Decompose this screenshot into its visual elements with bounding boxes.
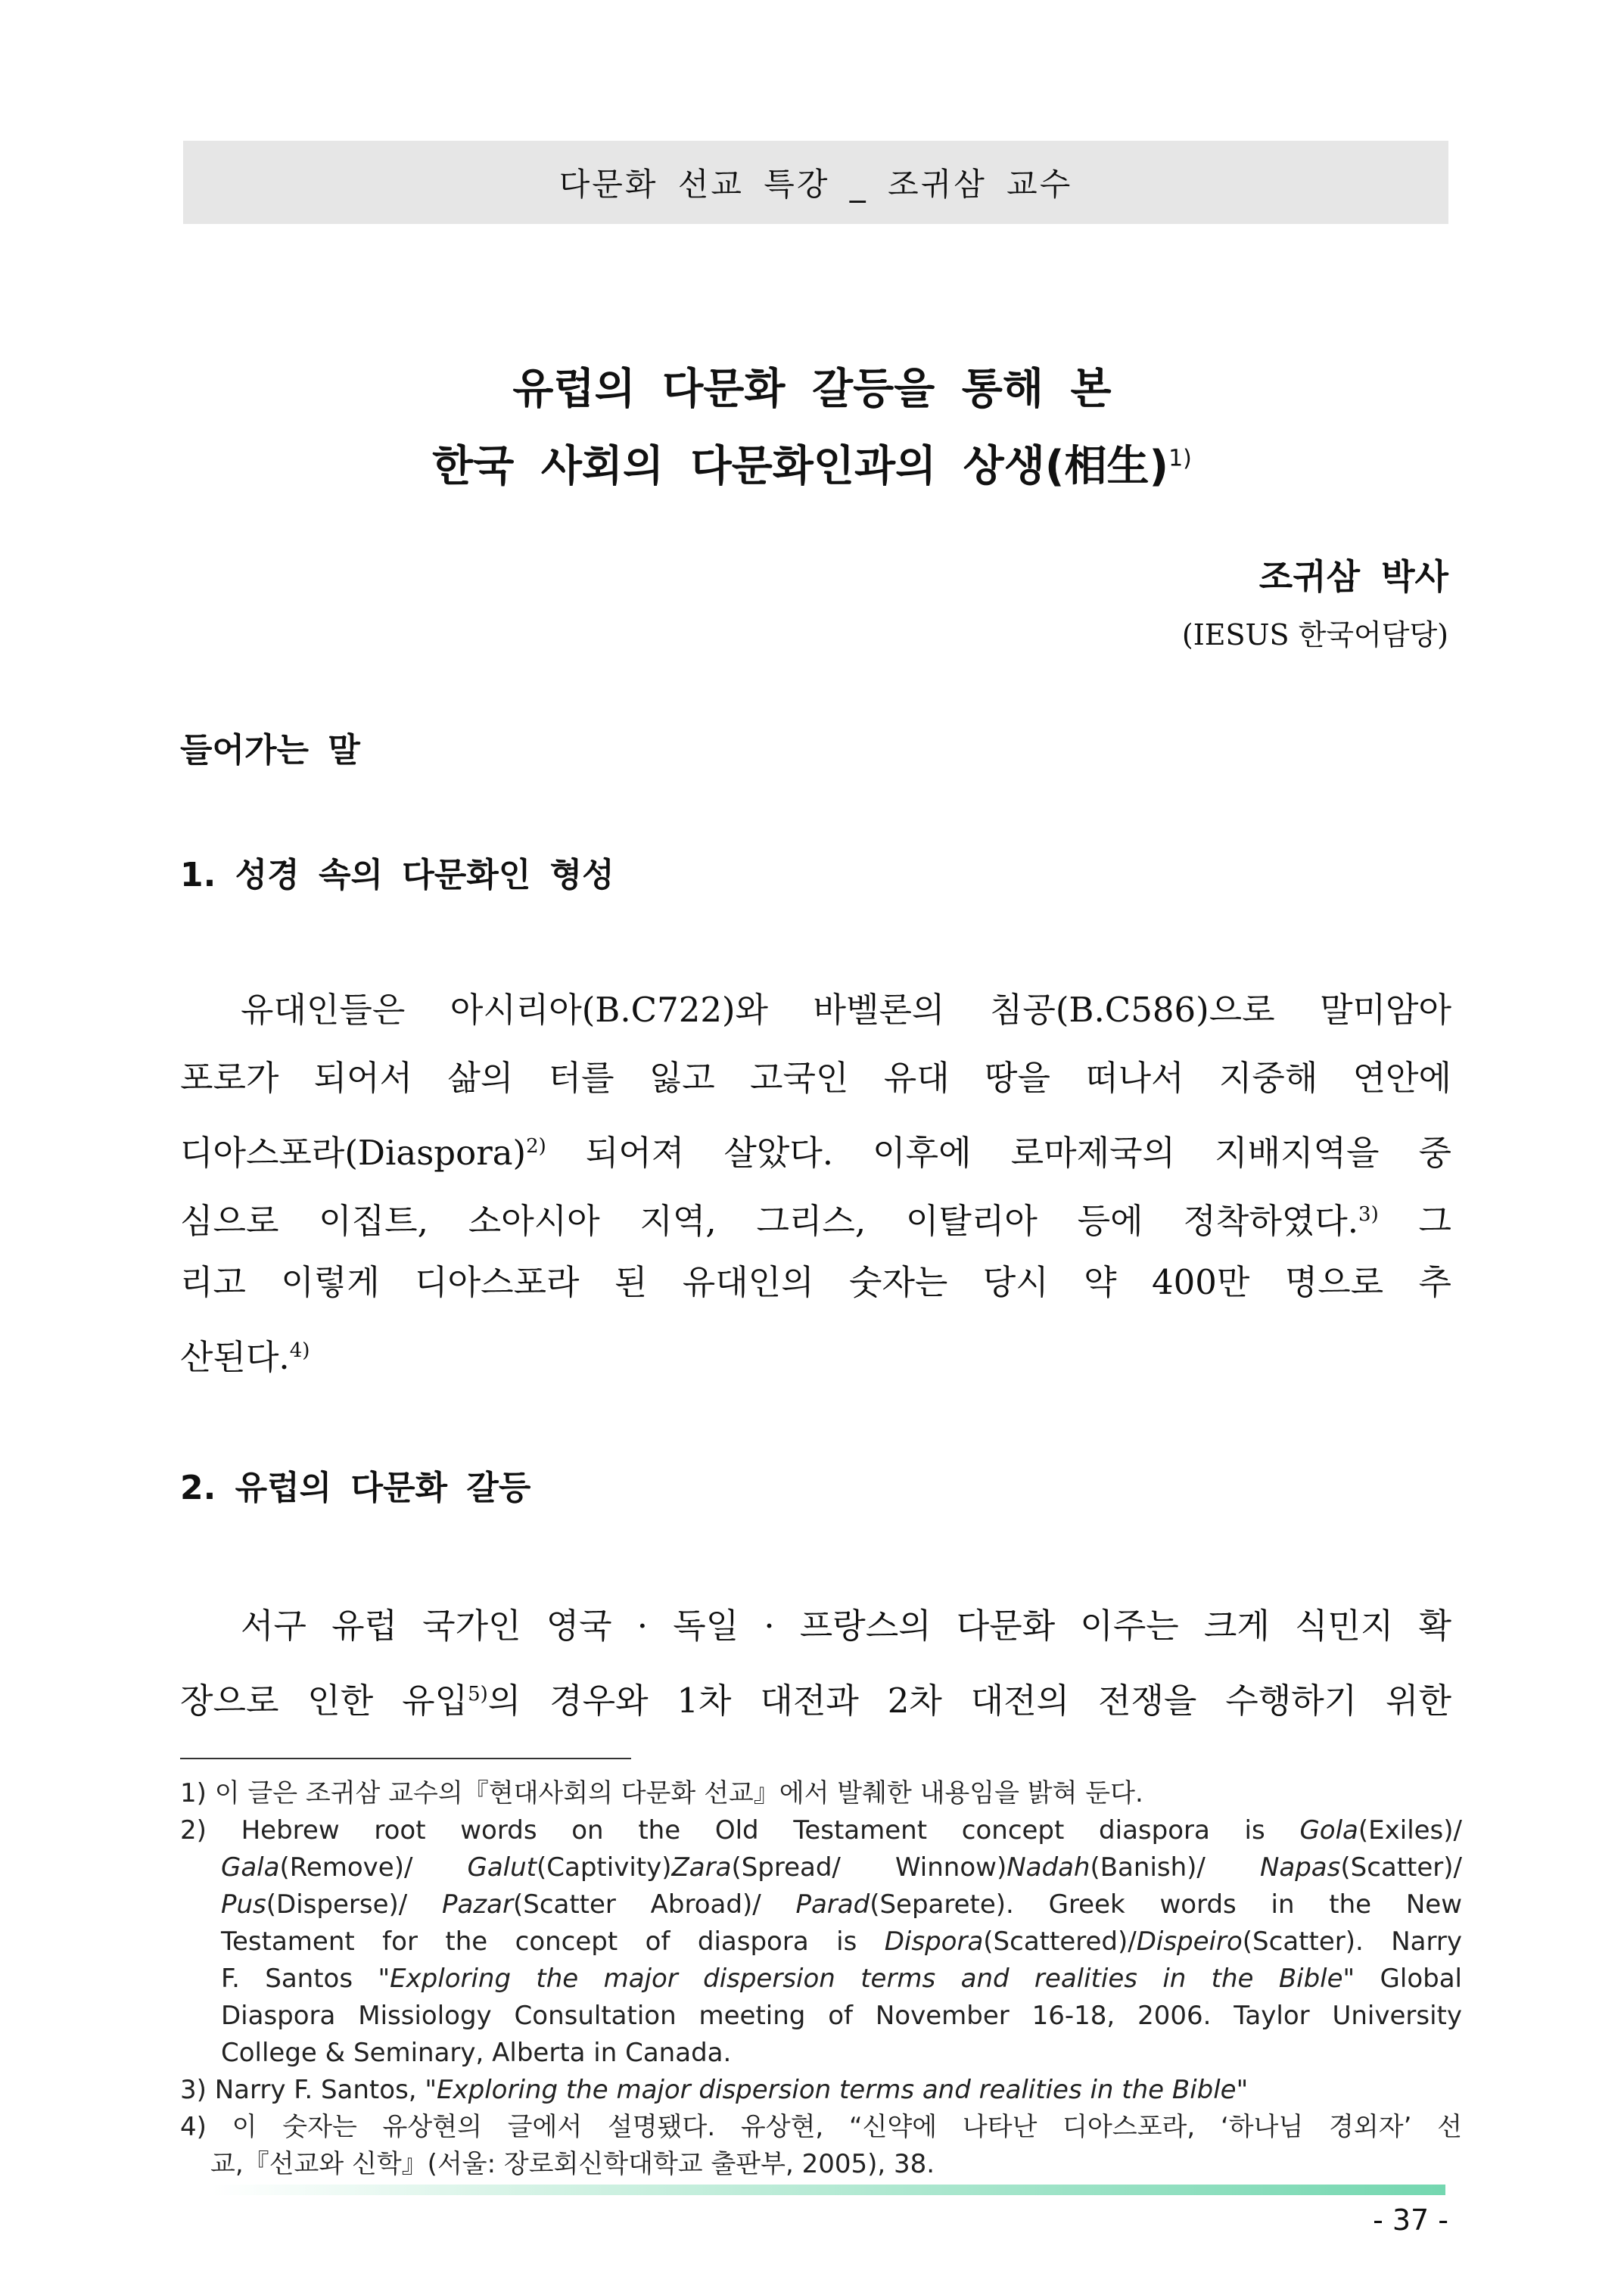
footnote-term: Parad [795, 1889, 870, 1920]
footnote-ref-4[interactable]: 4) [289, 1339, 310, 1362]
footnote-2-line [221, 1849, 1462, 1886]
paragraph-1-line: 유대인들은 아시리아(B.C722)와 바벨론의 침공(B.C586)으로 말미암아 [241, 990, 1451, 1030]
footnote-1: 1) 이 글은 조귀삼 교수의『현대사회의 다문화 선교』에서 발췌한 내용임을 밝혀 둔다. [180, 1778, 1143, 1808]
paragraph-1-line [180, 1112, 1451, 1180]
page-number: - 37 - [1373, 2203, 1448, 2237]
footnote-text: (Banish)/ [1090, 1852, 1260, 1883]
heading-section-2: 2. 유럽의 다문화 갈등 [180, 1469, 531, 1507]
footnote-cited-title: "Exploring the major dispersion terms and realities in the Bible" [425, 2075, 1249, 2105]
footnote-2-line: College & Seminary, Alberta in Canada. [221, 2038, 732, 2068]
footnote-text: Global [1355, 1964, 1462, 1994]
footnote-text: (Scatter Abroad)/ [512, 1889, 796, 1920]
footnote-term: Dispora [884, 1926, 984, 1957]
footnote-4-line: 4) 이 숫자는 유상현의 글에서 설명됐다. 유상현, “신약에 나타난 디아스포라, ‘하나님 경외자’ 선 [180, 2112, 1462, 2142]
paragraph-2-line [180, 1660, 1451, 1728]
footnote-text: (Scattered)/ [983, 1926, 1137, 1957]
paragraph-1-line: 포로가 되어서 삶의 터를 잃고 고국인 유대 땅을 떠나서 지중해 연안에 [180, 1058, 1451, 1098]
footnote-term: Galut [467, 1852, 537, 1883]
footnote-term: Gala [221, 1852, 280, 1883]
footnote-term: Pus [221, 1889, 266, 1920]
author-affiliation: (IESUS 한국어담당) [1181, 618, 1448, 651]
footnote-text: F. Santos [221, 1964, 378, 1994]
footnote-ref-2[interactable]: 2) [526, 1135, 546, 1158]
title-line-2-text: 한국 사회의 다문화인과의 상생(相生) [432, 442, 1169, 491]
paragraph-1-text: 심으로 이집트, 소아시아 지역, 그리스, 이탈리아 등에 정착하였다. [180, 1201, 1359, 1241]
paragraph-2-text: 의 경우와 1차 대전과 2차 대전의 전쟁을 수행하기 위한 [487, 1681, 1451, 1721]
footnote-text: (Scatter). Narry [1242, 1926, 1462, 1957]
title-footnote-ref[interactable]: 1) [1168, 445, 1192, 472]
title-line-2 [0, 433, 1624, 493]
paragraph-1-text: 산된다. [180, 1337, 290, 1377]
footnote-term: Pazar [441, 1889, 513, 1920]
paragraph-2-text: 장으로 인한 유입 [180, 1681, 468, 1721]
footnote-2-line [221, 1923, 1462, 1961]
footnote-3 [180, 2072, 1462, 2109]
running-header-text: 다문화 선교 특강 _ 조귀삼 교수 [558, 166, 1073, 203]
footnote-text: Testament for the concept of diaspora is [221, 1926, 885, 1957]
footnote-ref-3[interactable]: 3) [1358, 1203, 1379, 1226]
running-header [183, 141, 1448, 224]
footnote-ref-5[interactable]: 5) [468, 1683, 488, 1706]
footer-accent-bar [212, 2185, 1445, 2195]
author-name: 조귀삼 박사 [1258, 556, 1448, 597]
footnote-text: 2) Hebrew root words on the Old Testament concept diaspora is [180, 1815, 1300, 1846]
footnote-text: (Separete). Greek words in the New [870, 1889, 1462, 1920]
heading-section-1: 1. 성경 속의 다문화인 형성 [180, 856, 614, 894]
footnote-text: (Disperse)/ [266, 1889, 442, 1920]
paragraph-2-line: 서구 유럽 국가인 영국 · 독일 · 프랑스의 다문화 이주는 크게 식민지 확 [241, 1606, 1451, 1646]
paragraph-1-text: 디아스포라(Diaspora) [180, 1133, 527, 1173]
paragraph-1-line: 리고 이렇게 디아스포라 된 유대인의 숫자는 당시 약 400만 명으로 추 [180, 1262, 1451, 1302]
footnote-term: Nadah [1006, 1852, 1090, 1883]
title-line-1: 유럽의 다문화 갈등을 통해 본 [512, 365, 1112, 414]
footnote-term: Gola [1299, 1815, 1358, 1846]
footnote-2-line [180, 1812, 1462, 1849]
footnote-text: (Exiles)/ [1358, 1815, 1462, 1846]
footnote-cited-title: "Exploring the major dispersion terms and realities in the Bible" [378, 1964, 1355, 1994]
footnote-term: Napas [1259, 1852, 1341, 1883]
paragraph-1-line [180, 1180, 1451, 1249]
paragraph-1-text: 그 [1378, 1201, 1451, 1241]
footnote-2-line: Diaspora Missiology Consultation meeting of November 16-18, 2006. Taylor University [221, 2001, 1462, 2031]
footnote-4-line: 교,『선교와 신학』(서울: 장로회신학대학교 출판부, 2005), 38. [210, 2149, 935, 2179]
footnote-text: (Remove)/ [279, 1852, 468, 1883]
footnote-text: (Spread/ Winnow) [731, 1852, 1007, 1883]
footnote-divider [180, 1758, 631, 1759]
footnote-text: (Scatter)/ [1340, 1852, 1462, 1883]
footnote-text: (Captivity) [537, 1852, 672, 1883]
footnote-text: 3) Narry F. Santos, [180, 2075, 425, 2105]
paragraph-1-line [180, 1317, 1451, 1385]
footnote-2-line [221, 1961, 1462, 1998]
footnote-term: Dispeiro [1136, 1926, 1243, 1957]
footnote-term: Zara [671, 1852, 732, 1883]
footnote-2-line [221, 1886, 1462, 1923]
heading-intro: 들어가는 말 [180, 731, 360, 770]
paragraph-1-text: 되어져 살았다. 이후에 로마제국의 지배지역을 중 [546, 1133, 1451, 1173]
